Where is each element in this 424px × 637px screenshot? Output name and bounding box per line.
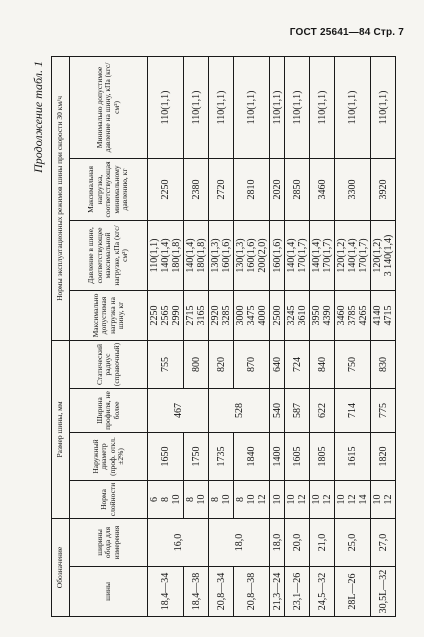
cell-min_load: 2380	[184, 158, 209, 220]
cell-ply-line: 8	[210, 496, 221, 502]
header-max-load-min-pressure: Максимальная нагрузка, соответствующая минимальному давлению, кг	[70, 158, 148, 220]
cell-pressures-line: 170(1,7)	[322, 238, 333, 273]
cell-pressures-line: 170(1,7)	[297, 238, 308, 273]
cell-ply-line: 8	[160, 496, 171, 502]
cell-pressures-line: 110(1,1)	[149, 238, 160, 273]
cell-ply	[270, 480, 285, 518]
cell-diameter: 1605	[285, 432, 310, 480]
cell-loads	[270, 290, 285, 340]
cell-rim: 25,0	[335, 518, 371, 566]
header-norms: Нормы эксплуатационных режимов шины при скорости 30 км/ч	[52, 56, 70, 340]
cell-loads-line: 4140	[372, 305, 383, 326]
cell-pressures-line: 200(2,0)	[257, 238, 268, 273]
cell-min_pressure: 110(1,1)	[148, 56, 184, 158]
cell-pressures	[148, 220, 184, 290]
header-min-pressure: Минимально допустимое давление на шину, кПа (кгс/см²)	[70, 56, 148, 158]
cell-rim: 20,0	[285, 518, 310, 566]
table-row	[270, 56, 285, 616]
cell-width: 587	[285, 388, 310, 432]
table-row	[285, 56, 310, 616]
cell-loads-line: 4265	[358, 305, 369, 326]
cell-ply-line: 8	[235, 496, 246, 502]
cell-ply	[335, 480, 371, 518]
cell-min_load: 2020	[270, 158, 285, 220]
cell-ply-line: 12	[347, 494, 358, 505]
cell-min_pressure: 110(1,1)	[335, 56, 371, 158]
header-tire-size: Размер шины, мм	[52, 340, 70, 518]
cell-loads	[209, 290, 234, 340]
cell-min_load: 3460	[310, 158, 335, 220]
cell-loads-line: 3475	[246, 305, 257, 326]
page-header: ГОСТ 25641—84 Стр. 7	[289, 27, 404, 38]
cell-loads-line: 3245	[286, 305, 297, 326]
cell-loads-line: 2500	[271, 305, 283, 326]
header-profile-width: Ширина профиля, не более	[70, 388, 148, 432]
header-designation: Обозначение	[52, 518, 70, 616]
header-outer-diameter: Наружный диаметр (проф. откл. ±2%)	[70, 432, 148, 480]
cell-tire: 30,5L—32	[371, 567, 396, 617]
table-row	[148, 56, 184, 616]
cell-loads-line: 4715	[383, 305, 394, 326]
cell-pressures-line: 160(1,6)	[271, 238, 283, 273]
cell-min_pressure: 110(1,1)	[285, 56, 310, 158]
cell-pressures-line: 130(1,3)	[235, 238, 246, 273]
cell-diameter: 1735	[209, 432, 234, 480]
cell-loads	[371, 290, 396, 340]
cell-ply	[310, 480, 335, 518]
cell-pressures-line: 160(1,6)	[246, 238, 257, 273]
cell-loads-line: 2920	[210, 305, 221, 326]
table-row	[209, 56, 234, 616]
cell-ply-line: 12	[322, 494, 333, 505]
cell-pressures-line: 140(1,4)	[185, 238, 196, 273]
cell-tire: 20,8—38	[234, 567, 270, 617]
table-row	[335, 56, 371, 616]
cell-width: 622	[310, 388, 335, 432]
cell-rim: 18,0	[209, 518, 270, 566]
cell-radius: 820	[209, 340, 234, 388]
cell-tire: 23,1—26	[285, 567, 310, 617]
cell-loads-line: 3000	[235, 305, 246, 326]
rotated-table-block	[27, 57, 399, 617]
cell-ply	[371, 480, 396, 518]
cell-min_pressure: 110(1,1)	[270, 56, 285, 158]
cell-radius: 755	[148, 340, 184, 388]
cell-ply-line: 10	[196, 494, 207, 505]
table-body	[148, 56, 396, 616]
header-ply-rating: Норма слойности	[70, 480, 148, 518]
tire-norms-table	[51, 56, 396, 617]
cell-pressures-line: 3 140(1,4)	[383, 234, 394, 277]
cell-pressures-line: 160(1,6)	[221, 238, 232, 273]
cell-ply	[209, 480, 234, 518]
cell-pressures	[270, 220, 285, 290]
cell-ply-line: 10	[221, 494, 232, 505]
cell-diameter: 1840	[234, 432, 270, 480]
cell-ply-line: 12	[383, 494, 394, 505]
cell-min_pressure: 110(1,1)	[209, 56, 234, 158]
cell-ply	[285, 480, 310, 518]
cell-ply	[234, 480, 270, 518]
cell-pressures-line: 140(1,4)	[311, 238, 322, 273]
cell-loads	[184, 290, 209, 340]
cell-rim: 18,0	[270, 518, 285, 566]
cell-min_load: 3920	[371, 158, 396, 220]
cell-diameter: 1615	[335, 432, 371, 480]
cell-width: 467	[148, 388, 209, 432]
cell-pressures-line: 120(1,2)	[336, 238, 347, 273]
cell-diameter: 1805	[310, 432, 335, 480]
cell-pressures	[184, 220, 209, 290]
cell-min_load: 2250	[148, 158, 184, 220]
cell-ply-line: 10	[271, 494, 283, 505]
table-caption: Продолжение табл. 1	[31, 61, 45, 173]
cell-pressures	[335, 220, 371, 290]
cell-rim: 27,0	[371, 518, 396, 566]
cell-ply-line: 12	[297, 494, 308, 505]
cell-min_pressure: 110(1,1)	[184, 56, 209, 158]
cell-ply-line: 10	[171, 494, 182, 505]
cell-tire: 28L—26	[335, 567, 371, 617]
cell-pressures	[310, 220, 335, 290]
cell-ply-line: 10	[246, 494, 257, 505]
cell-rim: 21,0	[310, 518, 335, 566]
cell-pressures	[234, 220, 270, 290]
cell-ply	[184, 480, 209, 518]
cell-ply-line: 10	[311, 494, 322, 505]
cell-min_pressure: 110(1,1)	[310, 56, 335, 158]
cell-radius: 750	[335, 340, 371, 388]
cell-min_load: 2850	[285, 158, 310, 220]
cell-loads-line: 2715	[185, 305, 196, 326]
cell-loads-line: 3610	[297, 305, 308, 326]
cell-loads-line: 3285	[221, 305, 232, 326]
cell-radius: 870	[234, 340, 270, 388]
cell-ply-line: 12	[257, 494, 268, 505]
cell-width: 528	[209, 388, 270, 432]
cell-loads	[310, 290, 335, 340]
cell-loads-line: 3950	[311, 305, 322, 326]
cell-diameter: 1400	[270, 432, 285, 480]
cell-loads-line: 4000	[257, 305, 268, 326]
cell-min_load: 3300	[335, 158, 371, 220]
header-static-radius: Статический радиус (справочный)	[70, 340, 148, 388]
cell-diameter: 1750	[184, 432, 209, 480]
cell-pressures-line: 180(1,8)	[196, 238, 207, 273]
cell-tire: 18,4—38	[184, 567, 209, 617]
cell-ply-line: 14	[358, 494, 369, 505]
header-tire: шины	[70, 567, 148, 617]
cell-radius: 724	[285, 340, 310, 388]
cell-loads-line: 3460	[336, 305, 347, 326]
header-rim-width: ширины обода для измерения	[70, 518, 148, 566]
cell-pressures-line: 130(1,3)	[210, 238, 221, 273]
header-max-load: Максимально допустимая нагрузка на шину, кг	[70, 290, 148, 340]
cell-loads-line: 2250	[149, 305, 160, 326]
cell-loads	[148, 290, 184, 340]
cell-loads-line: 2990	[171, 305, 182, 326]
cell-loads-line: 3785	[347, 305, 358, 326]
cell-pressures	[285, 220, 310, 290]
cell-loads-line: 3165	[196, 305, 207, 326]
cell-tire: 18,4—34	[148, 567, 184, 617]
cell-ply-line: 6	[149, 496, 160, 502]
cell-radius: 800	[184, 340, 209, 388]
cell-min_load: 2720	[209, 158, 234, 220]
header-pressure: Давление в шине, соответствующее максимальной нагрузке, кПа (кгс/см²)	[70, 220, 148, 290]
cell-loads-line: 2565	[160, 305, 171, 326]
cell-ply-line: 8	[185, 496, 196, 502]
cell-pressures-line: 170(1,7)	[358, 238, 369, 273]
cell-pressures-line: 180(1,8)	[171, 238, 182, 273]
cell-loads-line: 4390	[322, 305, 333, 326]
cell-ply-line: 10	[372, 494, 383, 505]
table-row	[310, 56, 335, 616]
cell-width: 775	[371, 388, 396, 432]
cell-loads	[285, 290, 310, 340]
cell-loads	[335, 290, 371, 340]
cell-pressures-line: 140(1,4)	[160, 238, 171, 273]
cell-loads	[234, 290, 270, 340]
cell-pressures-line: 140(1,4)	[347, 238, 358, 273]
cell-tire: 21,3—24	[270, 567, 285, 617]
cell-pressures	[371, 220, 396, 290]
cell-tire: 20,8—34	[209, 567, 234, 617]
cell-pressures	[209, 220, 234, 290]
cell-ply-line: 10	[336, 494, 347, 505]
cell-ply	[148, 480, 184, 518]
cell-width: 714	[335, 388, 371, 432]
cell-diameter: 1650	[148, 432, 184, 480]
table-row	[371, 56, 396, 616]
cell-min_pressure: 110(1,1)	[234, 56, 270, 158]
cell-rim: 16,0	[148, 518, 209, 566]
cell-ply-line: 10	[286, 494, 297, 505]
cell-pressures-line: 120(1,2)	[372, 238, 383, 273]
cell-pressures-line: 140(1,4)	[286, 238, 297, 273]
cell-radius: 830	[371, 340, 396, 388]
cell-diameter: 1820	[371, 432, 396, 480]
cell-radius: 840	[310, 340, 335, 388]
cell-width: 540	[270, 388, 285, 432]
cell-tire: 24,5—32	[310, 567, 335, 617]
cell-min_load: 2810	[234, 158, 270, 220]
cell-radius: 640	[270, 340, 285, 388]
cell-min_pressure: 110(1,1)	[371, 56, 396, 158]
